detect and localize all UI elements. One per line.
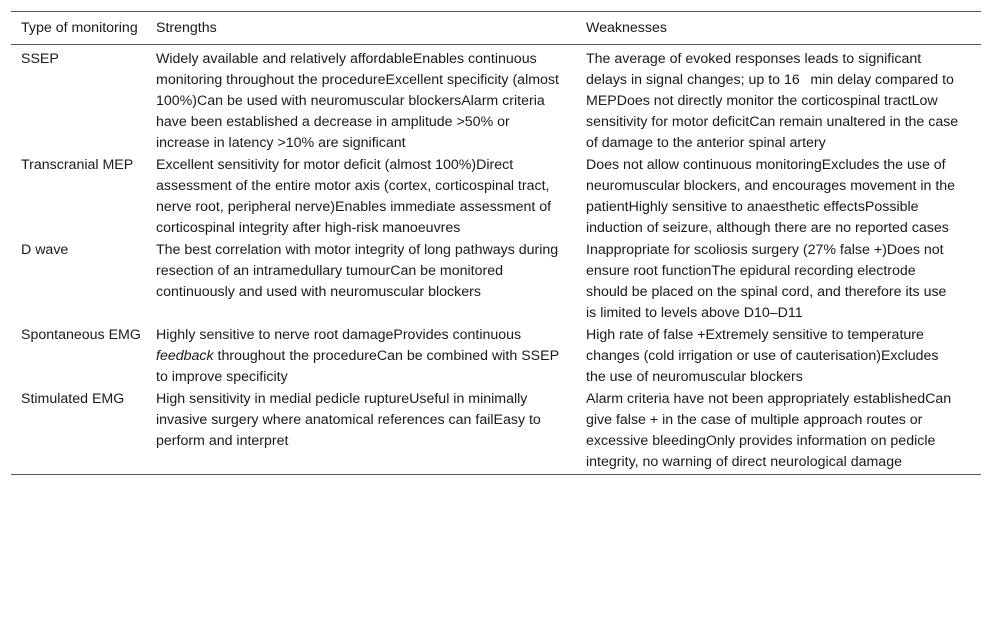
cell-type: D wave	[21, 242, 69, 258]
table-row-d-wave	[11, 240, 981, 325]
cell-strengths	[146, 325, 576, 389]
table-row-ssep	[11, 45, 981, 156]
monitoring-comparison-table	[11, 11, 981, 475]
table-body	[11, 45, 981, 475]
cell-strengths: Excellent sensitivity for motor deficit (almost 100%)Direct assessment of the entire motor axis (cortex, corticospinal tract, nerve root, peripheral nerve)Enables immediate assessment of corticospinal integrity after high-risk manoeuvres	[156, 157, 552, 236]
cell-weaknesses: Alarm criteria have not been appropriately establishedCan give false + in the case of multiple approach routes or excessive bleedingOnly provides information on pedicle integrity, no warning of direct neurological damage	[586, 391, 952, 470]
table-header	[11, 12, 981, 45]
header-row	[11, 12, 981, 45]
strengths-text-after: throughout the procedureCan be combined with SSEP to improve specificity	[156, 348, 559, 385]
header-weaknesses: Weaknesses	[586, 20, 667, 36]
header-type-of-monitoring: Type of monitoring	[21, 20, 138, 36]
cell-weaknesses: Inappropriate for scoliosis surgery (27% false +)Does not ensure root functionThe epidural recording electrode should be placed on the spinal cord, and therefore its use is limited to levels above D10–D11	[586, 242, 947, 321]
cell-type: SSEP	[21, 51, 59, 67]
strengths-text-before: Highly sensitive to nerve root damageProvides continuous	[156, 327, 522, 343]
cell-strengths: High sensitivity in medial pedicle ruptureUseful in minimally invasive surgery where anatomical references can failEasy to perform and interpret	[156, 391, 541, 449]
cell-strengths: Widely available and relatively affordableEnables continuous monitoring throughout the procedureExcellent specificity (almost 100%)Can be used with neuromuscular blockersAlarm criteria have been established a decrease in amplitude >50% or increase in latency >10% are significant	[156, 51, 559, 151]
header-strengths: Strengths	[156, 20, 217, 36]
cell-type: Spontaneous EMG	[21, 327, 141, 343]
table-row-spontaneous-emg	[11, 325, 981, 389]
cell-strengths: The best correlation with motor integrity of long pathways during resection of an intramedullary tumourCan be monitored continuously and used with neuromuscular blockers	[156, 242, 559, 300]
monitoring-comparison-table-container	[11, 11, 981, 475]
cell-type: Transcranial MEP	[21, 157, 134, 173]
strengths-emphasis-feedback: feedback	[156, 348, 214, 364]
table-row-transcranial-mep	[11, 155, 981, 240]
cell-weaknesses: The average of evoked responses leads to significant delays in signal changes; up to 16 min delay compared to MEPDoes not directly monitor the corticospinal tractLow sensitivity for motor deficitCan remain unaltered in the case of damage to the anterior spinal artery	[586, 51, 959, 151]
cell-weaknesses: High rate of false +Extremely sensitive to temperature changes (cold irrigation or use of cauterisation)Excludes the use of neuromuscular blockers	[586, 327, 939, 385]
cell-type: Stimulated EMG	[21, 391, 125, 407]
cell-weaknesses: Does not allow continuous monitoringExcludes the use of neuromuscular blockers, and encourages movement in the patientHighly sensitive to anaesthetic effectsPossible induction of seizure, although there are no reported cases	[586, 157, 956, 236]
table-row-stimulated-emg	[11, 389, 981, 475]
